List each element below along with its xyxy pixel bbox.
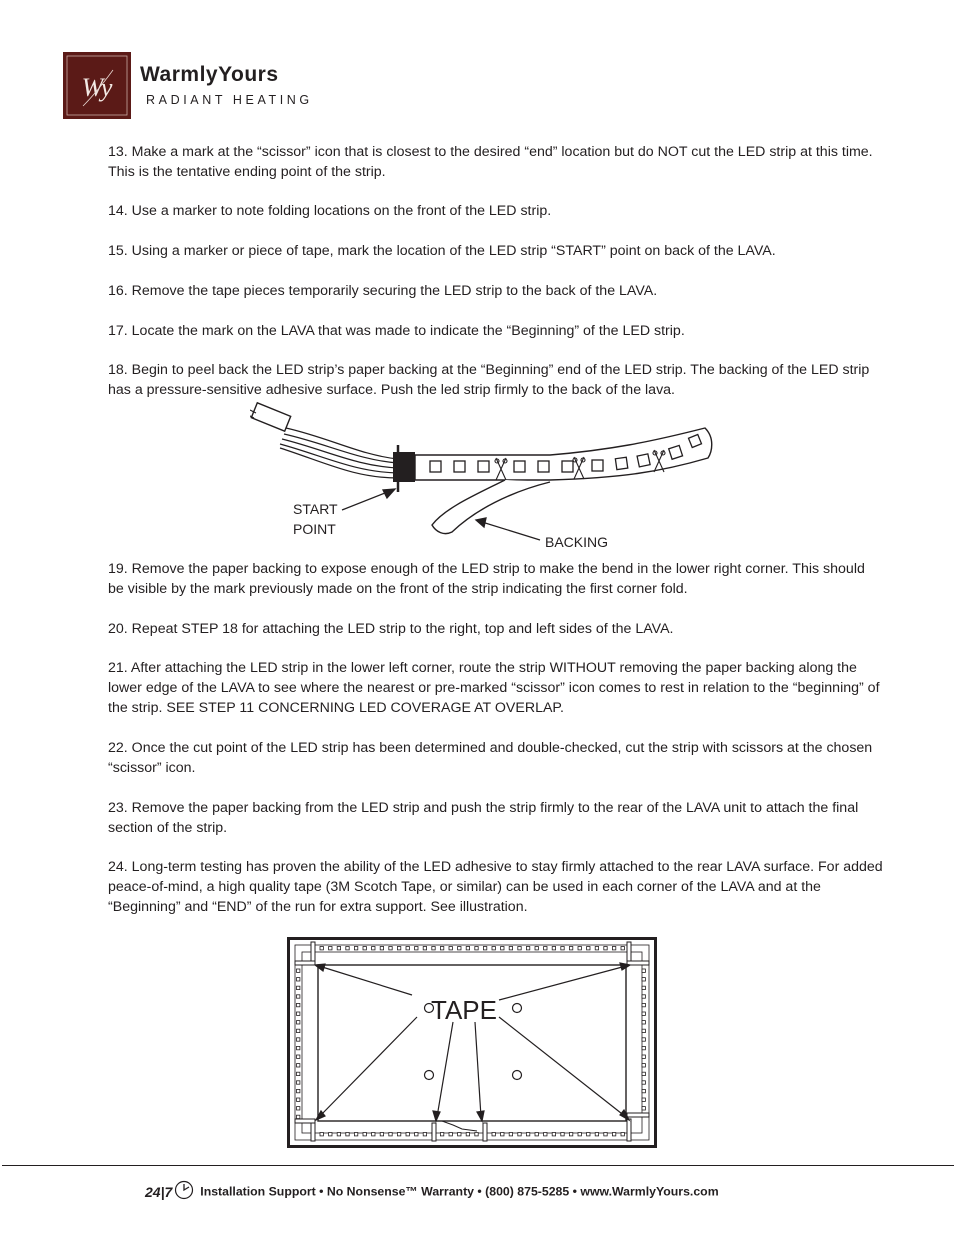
led-dot xyxy=(466,1133,469,1136)
paper-backing xyxy=(432,480,550,534)
step-21: 21. After attaching the LED strip in the lower left corner, route the strip WITHOUT removing the paper backing along the lower edge of the LAVA to see where the nearest or pre-marked “scissor” icon comes to rest in relation to the “beginning” of the strip. SEE STEP 11 CONCERNING LED COVERAGE AT OVERLAP. xyxy=(108,660,880,716)
led-dot xyxy=(501,947,504,950)
led-dot xyxy=(363,1133,366,1136)
led-dot xyxy=(354,1133,357,1136)
led-dot xyxy=(595,947,598,950)
led-dot xyxy=(587,947,590,950)
led-dot xyxy=(363,947,366,950)
led-dot xyxy=(642,1055,645,1058)
led-dot xyxy=(297,1098,300,1101)
led-dot xyxy=(297,986,300,989)
led-dot xyxy=(518,1133,521,1136)
footer-divider xyxy=(2,1165,954,1166)
led-dot xyxy=(423,947,426,950)
led-dot xyxy=(329,947,332,950)
led-dot xyxy=(297,995,300,998)
led-dot xyxy=(501,1133,504,1136)
step-20: 20. Repeat STEP 18 for attaching the LED strip to the right, top and left sides of the LAVA. xyxy=(108,621,674,637)
led-dot xyxy=(483,947,486,950)
led-dot xyxy=(642,1012,645,1015)
led-dot xyxy=(642,978,645,981)
step-19: 19. Remove the paper backing to expose enough of the LED strip to make the bend in the lower right corner. This should be visible by the mark previously made on the front of the strip indicating the first corner fold. xyxy=(108,561,865,597)
led-dot xyxy=(406,1133,409,1136)
led-dot xyxy=(642,1064,645,1067)
step-15: 15. Using a marker or piece of tape, mark the location of the LED strip “START” point on back of the LAVA. xyxy=(108,243,776,259)
led-dot xyxy=(406,947,409,950)
led-dot xyxy=(297,1064,300,1067)
label-start: START xyxy=(293,501,338,517)
led-dot xyxy=(297,1081,300,1084)
led-dot xyxy=(642,1029,645,1032)
led-dot xyxy=(642,1089,645,1092)
led-dot xyxy=(642,986,645,989)
logo-monogram-icon xyxy=(63,52,131,119)
led-dot xyxy=(621,1133,624,1136)
led-dot xyxy=(397,1133,400,1136)
footer xyxy=(145,1180,719,1204)
led-dot xyxy=(354,947,357,950)
led-dot xyxy=(466,947,469,950)
led-dot xyxy=(346,947,349,950)
led-dot xyxy=(642,1107,645,1110)
led-dot xyxy=(346,1133,349,1136)
led-dot xyxy=(642,969,645,972)
step-23: 23. Remove the paper backing from the LED strip and push the strip firmly to the rear of the LAVA unit to attach the final section of the strip. xyxy=(108,800,859,836)
label-backing: BACKING xyxy=(545,534,609,550)
led-dot xyxy=(569,1133,572,1136)
led-dot xyxy=(458,947,461,950)
led-dot xyxy=(587,1133,590,1136)
led-dot xyxy=(612,947,615,950)
brand-tagline: RADIANT HEATING xyxy=(146,93,313,107)
label-point: POINT xyxy=(293,521,336,537)
step-14: 14. Use a marker to note folding locations on the front of the LED strip. xyxy=(108,203,552,219)
led-dot xyxy=(526,947,529,950)
led-dot xyxy=(492,1133,495,1136)
led-dot xyxy=(449,1133,452,1136)
led-dot xyxy=(595,1133,598,1136)
led-dot xyxy=(297,1029,300,1032)
led-dot xyxy=(297,1115,300,1118)
led-dot xyxy=(612,1133,615,1136)
led-dot xyxy=(372,1133,375,1136)
led-dot xyxy=(380,947,383,950)
led-dot xyxy=(297,969,300,972)
led-dot xyxy=(475,1133,478,1136)
wires xyxy=(280,428,398,478)
label-tape: TAPE xyxy=(431,995,497,1025)
step-13: 13. Make a mark at the “scissor” icon that is closest to the desired “end” location but do NOT cut the LED strip at this time. This is the tentative ending point of the strip. xyxy=(108,144,873,180)
led-dot xyxy=(569,947,572,950)
led-dot xyxy=(642,1072,645,1075)
led-dot xyxy=(518,947,521,950)
led-dot xyxy=(297,1107,300,1110)
led-dot xyxy=(432,947,435,950)
led-dot xyxy=(297,1012,300,1015)
led-dot xyxy=(440,1133,443,1136)
led-dot xyxy=(475,947,478,950)
lava-panel-drawing xyxy=(287,937,657,1148)
led-dot xyxy=(423,1133,426,1136)
led-dot xyxy=(544,1133,547,1136)
led-dot xyxy=(642,1098,645,1101)
clock-icon xyxy=(174,1180,194,1203)
led-dot xyxy=(642,1003,645,1006)
led-dot xyxy=(297,1021,300,1024)
step-22: 22. Once the cut point of the LED strip has been determined and double-checked, cut the strip with scissors at the chosen “scissor” icon. xyxy=(108,740,873,776)
step-24: 24. Long-term testing has proven the ability of the LED adhesive to stay firmly attached to the rear LAVA surface. For added peace-of-mind, a high quality tape (3M Scotch Tape, or similar) can be used in each corner of the LAVA and at the “Beginning” and “END” of the run for extra support. See illustration. xyxy=(108,859,883,915)
led-dot xyxy=(544,947,547,950)
led-strip-illustration xyxy=(250,400,720,555)
led-dot xyxy=(337,1133,340,1136)
panel-frame xyxy=(289,939,656,1147)
lava-panel-illustration xyxy=(287,937,657,1148)
led-dot xyxy=(380,1133,383,1136)
step-18: 18. Begin to peel back the LED strip’s paper backing at the “Beginning” end of the LED strip. The backing of the LED strip has a pressure-sensitive adhesive surface. Push the led strip firmly to the back of the lava. xyxy=(108,362,870,398)
step-16: 16. Remove the tape pieces temporarily securing the LED strip to the back of the LAVA. xyxy=(108,283,658,299)
led-dot xyxy=(642,1021,645,1024)
led-dot xyxy=(458,1133,461,1136)
led-dot xyxy=(297,1055,300,1058)
led-dot xyxy=(642,995,645,998)
led-dot xyxy=(320,1133,323,1136)
led-dot xyxy=(337,947,340,950)
end-cap xyxy=(393,452,415,482)
led-dot xyxy=(397,947,400,950)
led-dot xyxy=(297,1046,300,1049)
led-dot xyxy=(578,1133,581,1136)
led-dot xyxy=(578,947,581,950)
logo-monogram: Wy xyxy=(81,73,113,102)
led-dot xyxy=(389,1133,392,1136)
led-dot xyxy=(329,1133,332,1136)
led-dot xyxy=(440,947,443,950)
led-dot xyxy=(297,1038,300,1041)
led-dot xyxy=(297,1072,300,1075)
led-dot xyxy=(642,1038,645,1041)
support-badge: 24|7 xyxy=(145,1183,173,1200)
footer-contact: Installation Support • No Nonsense™ Warranty • (800) 875-5285 • www.WarmlyYours.com xyxy=(200,1184,719,1199)
led-dot xyxy=(552,1133,555,1136)
led-dot xyxy=(389,947,392,950)
connector-plug-icon xyxy=(250,403,291,431)
led-dot xyxy=(449,947,452,950)
led-dot xyxy=(297,1003,300,1006)
led-dot xyxy=(535,947,538,950)
led-dot xyxy=(561,1133,564,1136)
led-dot xyxy=(415,1133,418,1136)
led-dot xyxy=(535,1133,538,1136)
led-dot xyxy=(526,1133,529,1136)
brand-name: WarmlyYours xyxy=(140,63,279,86)
led-dot xyxy=(509,1133,512,1136)
logo-mark xyxy=(63,52,131,119)
led-dot xyxy=(552,947,555,950)
led-dot xyxy=(604,947,607,950)
led-dot xyxy=(604,1133,607,1136)
led-dot xyxy=(297,1089,300,1092)
led-dot xyxy=(415,947,418,950)
led-dot xyxy=(561,947,564,950)
led-dot xyxy=(320,947,323,950)
led-dot xyxy=(642,1081,645,1084)
led-dot xyxy=(642,1046,645,1049)
led-dot xyxy=(492,947,495,950)
led-dot xyxy=(621,947,624,950)
step-17: 17. Locate the mark on the LAVA that was made to indicate the “Beginning” of the LED strip. xyxy=(108,323,685,339)
led-dot xyxy=(372,947,375,950)
led-dot xyxy=(509,947,512,950)
led-dot xyxy=(297,978,300,981)
